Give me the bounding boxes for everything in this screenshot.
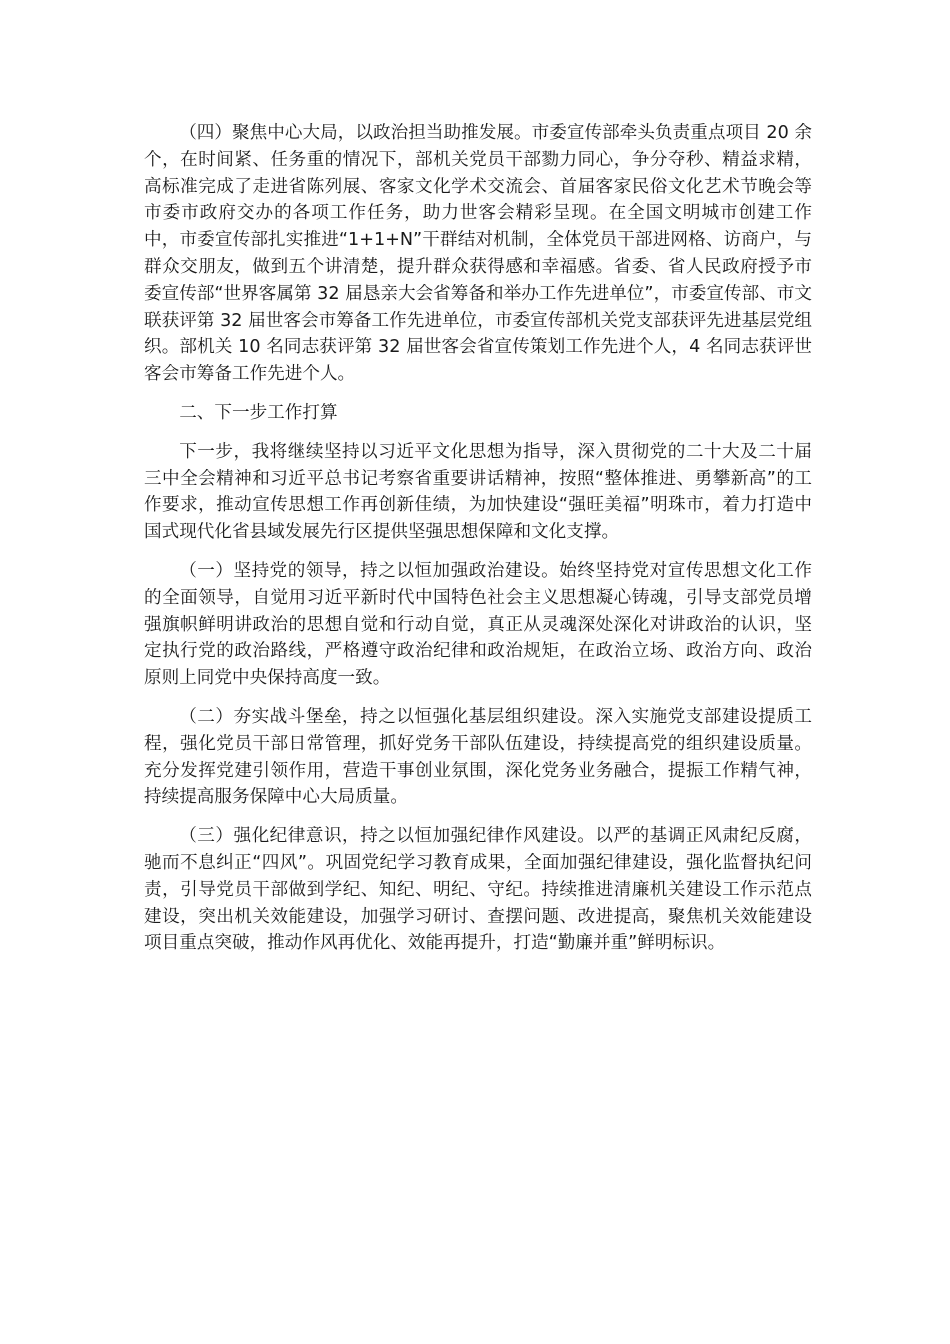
paragraph-party-leadership: （一）坚持党的领导，持之以恒加强政治建设。始终坚持党对宣传思想文化工作的全面领导，自觉用习近平新时代中国特色社会主义思想凝心铸魂，引导支部党员增强旗帜鲜明讲政治的思想自觉和行动自觉，真正从灵魂深处深化对讲政治的认识，坚定执行党的政治路线，严格遵守政治纪律和政治规矩，在政治立场、政治方向、政治原则上同党中央保持高度一致。 [144,560,812,689]
section-heading-next-steps: 二、下一步工作打算 [179,402,338,423]
paragraph-next-step-intro: 下一步，我将继续坚持以习近平文化思想为指导，深入贯彻党的二十大及二十届三中全会精神和习近平总书记考察省重要讲话精神，按照“整体推进、勇攀新高”的工作要求，推动宣传思想工作再创新佳绩，为加快建设“强旺美福”明珠市，着力打造中国式现代化省县域发展先行区提供坚强思想保障和文化支撑。 [144,441,812,543]
document-body [144,120,812,969]
paragraph-focus-center: （四）聚焦中心大局，以政治担当助推发展。市委宣传部牵头负责重点项目 20 余个，在时间紧、任务重的情况下，部机关党员干部勠力同心，争分夺秒、精益求精，高标准完成了走进省陈列展、客家文化学术交流会、首届客家民俗文化艺术节晚会等市委市政府交办的各项工作任务，助力世客会精彩呈现。在全国文明城市创建工作中，市委宣传部扎实推进“1+1+N”干群结对机制，全体党员干部进网格、访商户，与群众交朋友，做到五个讲清楚，提升群众获得感和幸福感。省委、省人民政府授予市委宣传部“世界客属第 32 届恳亲大会省筹备和举办工作先进单位”，市委宣传部、市文联获评第 32 届世客会市筹备工作先进单位，市委宣传部机关党支部获评先进基层党组织。部机关 10 名同志获评第 32 届世客会省宣传策划工作先进个人，4 名同志获评世客会市筹备工作先进个人。 [144,123,812,385]
paragraph-discipline-style: （三）强化纪律意识，持之以恒加强纪律作风建设。以严的基调正风肃纪反腐，驰而不息纠正“四风”。巩固党纪学习教育成果，全面加强纪律建设，强化监督执纪问责，引导党员干部做到学纪、知纪、明纪、守纪。持续推进清廉机关建设工作示范点建设，突出机关效能建设，加强学习研讨、查摆问题、改进提高，聚焦机关效能建设项目重点突破，推动作风再优化、效能再提升，打造“勤廉并重”鲜明标识。 [144,826,812,954]
paragraph-grassroots-organization: （二）夯实战斗堡垒，持之以恒强化基层组织建设。深入实施党支部建设提质工程，强化党员干部日常管理，抓好党务干部队伍建设，持续提高党的组织建设质量。充分发挥党建引领作用，营造干事创业氛围，深化党务业务融合，提振工作精气神，持续提高服务保障中心大局质量。 [144,706,812,808]
